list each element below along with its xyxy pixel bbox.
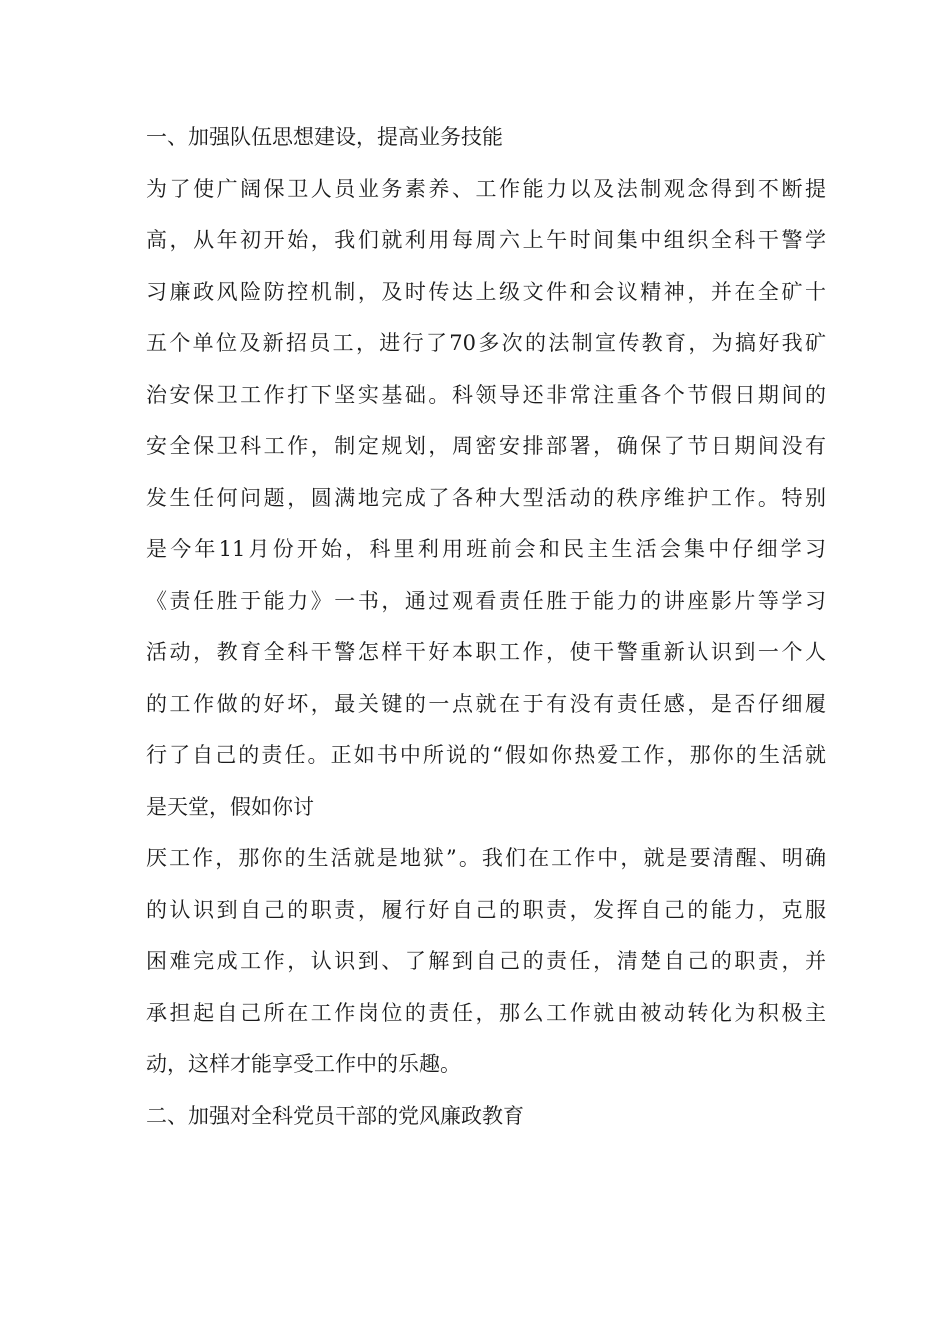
text-line: 是今年11月份开始，科里利用班前会和民主生活会集中仔细学习 xyxy=(146,537,826,561)
text-line: 厌工作，那你的生活就是地狱”。我们在工作中，就是要清醒、明确 xyxy=(146,846,826,870)
text-line: 动，这样才能享受工作中的乐趣。 xyxy=(146,1052,461,1076)
text-line: 发生任何问题，圆满地完成了各种大型活动的秩序维护工作。特别 xyxy=(146,485,826,510)
text-line: 高，从年初开始，我们就利用每周六上午时间集中组织全科干警学 xyxy=(146,228,826,252)
text-line: 困难完成工作，认识到、了解到自己的责任，清楚自己的职责，并 xyxy=(146,949,826,973)
text-line: 承担起自己所在工作岗位的责任，那么工作就由被动转化为积极主 xyxy=(146,1000,826,1025)
text-line: 活动，教育全科干警怎样干好本职工作，使干警重新认识到一个人 xyxy=(146,640,826,664)
text-line: 《责任胜于能力》一书，通过观看责任胜于能力的讲座影片等学习 xyxy=(146,588,826,613)
text-line: 五个单位及新招员工，进行了70多次的法制宣传教育，为搞好我矿 xyxy=(146,331,826,355)
document-body xyxy=(146,112,826,1142)
text-line: 治安保卫工作打下坚实基础。科领导还非常注重各个节假日期间的 xyxy=(146,382,826,407)
text-line: 二、加强对全科党员干部的党风廉政教育 xyxy=(146,1103,524,1128)
text-line: 的工作做的好坏，最关键的一点就在于有没有责任感，是否仔细履 xyxy=(146,691,826,716)
text-line: 为了使广阔保卫人员业务素养、工作能力以及法制观念得到不断提 xyxy=(146,176,826,201)
text-line: 行了自己的责任。正如书中所说的“假如你热爱工作，那你的生活就 xyxy=(146,743,826,767)
text-line: 安全保卫科工作，制定规划，周密安排部署，确保了节日期间没有 xyxy=(146,434,826,458)
text-line: 习廉政风险防控机制，及时传达上级文件和会议精神，并在全矿十 xyxy=(146,279,826,304)
text-line: 的认识到自己的职责，履行好自己的职责，发挥自己的能力，克服 xyxy=(146,897,826,922)
text-line: 是天堂，假如你讨 xyxy=(146,794,314,819)
text-line: 一、加强队伍思想建设，提高业务技能 xyxy=(146,125,503,149)
